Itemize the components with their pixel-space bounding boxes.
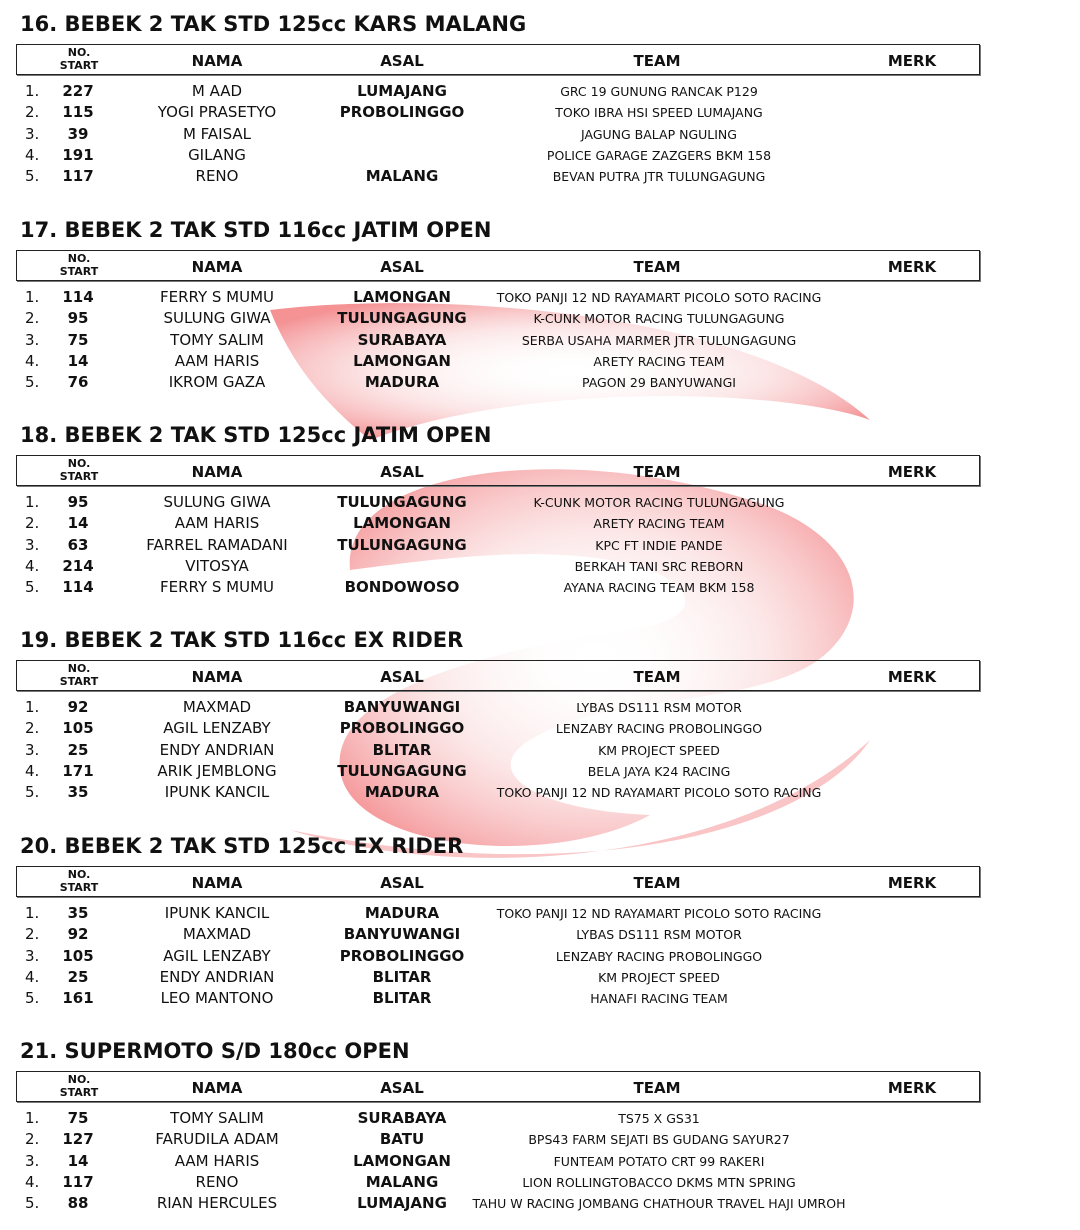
row-position: 5. xyxy=(25,578,40,596)
header-team: TEAM xyxy=(633,1079,681,1097)
row-rider-name: YOGI PRASETYO xyxy=(157,103,277,121)
row-team: KM PROJECT SPEED xyxy=(598,970,720,985)
row-origin: LAMONGAN xyxy=(353,1152,451,1170)
row-rider-name: FARUDILA ADAM xyxy=(155,1130,279,1148)
row-rider-name: IPUNK KANCIL xyxy=(164,904,270,922)
row-origin: TULUNGAGUNG xyxy=(337,762,467,780)
header-asal: ASAL xyxy=(380,463,424,481)
row-team: AYANA RACING TEAM BKM 158 xyxy=(563,580,755,595)
table-header xyxy=(16,250,980,281)
row-team: BERKAH TANI SRC REBORN xyxy=(574,559,744,574)
row-team: KM PROJECT SPEED xyxy=(598,743,720,758)
row-team: TOKO PANJI 12 ND RAYAMART PICOLO SOTO RACING xyxy=(496,785,822,800)
row-rider-name: AGIL LENZABY xyxy=(163,719,271,737)
race-class-section xyxy=(0,206,1080,406)
row-origin: SURABAYA xyxy=(357,331,447,349)
row-start-number: 105 xyxy=(62,719,94,737)
race-class-section xyxy=(0,411,1080,611)
table-row xyxy=(0,697,1080,718)
row-start-number: 105 xyxy=(62,947,94,965)
class-title: 19. BEBEK 2 TAK STD 116cc EX RIDER xyxy=(20,628,464,652)
row-start-number: 191 xyxy=(62,146,94,164)
row-start-number: 92 xyxy=(67,698,89,716)
row-rider-name: FARREL RAMADANI xyxy=(146,536,288,554)
row-origin: LAMONGAN xyxy=(353,288,451,306)
header-asal: ASAL xyxy=(380,668,424,686)
row-position: 2. xyxy=(25,719,40,737)
table-row xyxy=(0,81,1080,102)
header-merk: MERK xyxy=(887,463,937,481)
row-origin: LUMAJANG xyxy=(357,82,447,100)
table-row xyxy=(0,308,1080,329)
header-asal: ASAL xyxy=(380,258,424,276)
row-start-number: 117 xyxy=(62,167,94,185)
table-row xyxy=(0,761,1080,782)
row-position: 4. xyxy=(25,762,40,780)
race-class-section xyxy=(0,1027,1080,1227)
row-team: LYBAS DS111 RSM MOTOR xyxy=(576,927,742,942)
header-asal: ASAL xyxy=(380,874,424,892)
row-origin: MALANG xyxy=(365,167,439,185)
row-position: 1. xyxy=(25,288,40,306)
table-row xyxy=(0,287,1080,308)
table-row xyxy=(0,166,1080,187)
row-position: 1. xyxy=(25,82,40,100)
row-start-number: 25 xyxy=(67,968,89,986)
table-row xyxy=(0,330,1080,351)
row-team: TAHU W RACING JOMBANG CHATHOUR TRAVEL HAJI UMROH xyxy=(472,1196,846,1211)
table-row xyxy=(0,1172,1080,1193)
row-origin: TULUNGAGUNG xyxy=(337,493,467,511)
row-position: 2. xyxy=(25,925,40,943)
row-origin: PROBOLINGGO xyxy=(339,103,465,121)
table-row xyxy=(0,718,1080,739)
row-start-number: 227 xyxy=(62,82,94,100)
header-merk: MERK xyxy=(887,1079,937,1097)
class-title: 18. BEBEK 2 TAK STD 125cc JATIM OPEN xyxy=(20,423,492,447)
row-team: TOKO PANJI 12 ND RAYAMART PICOLO SOTO RACING xyxy=(496,290,822,305)
row-rider-name: AAM HARIS xyxy=(174,1152,260,1170)
row-team: LION ROLLINGTOBACCO DKMS MTN SPRING xyxy=(522,1175,796,1190)
row-start-number: 95 xyxy=(67,493,89,511)
race-class-section xyxy=(0,616,1080,816)
row-rider-name: ARIK JEMBLONG xyxy=(157,762,277,780)
row-position: 1. xyxy=(25,493,40,511)
row-rider-name: VITOSYA xyxy=(185,557,249,575)
row-team: HANAFI RACING TEAM xyxy=(590,991,728,1006)
row-start-number: 161 xyxy=(62,989,94,1007)
header-team: TEAM xyxy=(633,668,681,686)
header-nama: NAMA xyxy=(191,258,243,276)
row-rider-name: GILANG xyxy=(188,146,246,164)
table-row xyxy=(0,102,1080,123)
row-origin: BLITAR xyxy=(372,741,432,759)
row-team: PAGON 29 BANYUWANGI xyxy=(581,375,736,390)
row-rider-name: MAXMAD xyxy=(182,925,252,943)
table-row xyxy=(0,903,1080,924)
row-start-number: 63 xyxy=(67,536,89,554)
row-start-number: 14 xyxy=(67,1152,89,1170)
row-origin: MADURA xyxy=(364,904,440,922)
row-rider-name: MAXMAD xyxy=(182,698,252,716)
row-position: 3. xyxy=(25,947,40,965)
table-row xyxy=(0,535,1080,556)
row-team: TOKO IBRA HSI SPEED LUMAJANG xyxy=(555,105,763,120)
row-rider-name: TOMY SALIM xyxy=(170,331,264,349)
header-nama: NAMA xyxy=(191,463,243,481)
class-title: 17. BEBEK 2 TAK STD 116cc JATIM OPEN xyxy=(20,218,492,242)
row-rider-name: TOMY SALIM xyxy=(170,1109,264,1127)
row-position: 4. xyxy=(25,557,40,575)
row-team: TOKO PANJI 12 ND RAYAMART PICOLO SOTO RACING xyxy=(496,906,822,921)
row-origin: BLITAR xyxy=(372,968,432,986)
row-position: 2. xyxy=(25,309,40,327)
row-team: K-CUNK MOTOR RACING TULUNGAGUNG xyxy=(533,311,785,326)
row-team: BPS43 FARM SEJATI BS GUDANG SAYUR27 xyxy=(528,1132,790,1147)
table-row xyxy=(0,1151,1080,1172)
row-start-number: 115 xyxy=(62,103,94,121)
row-rider-name: FERRY S MUMU xyxy=(159,288,275,306)
row-origin: MALANG xyxy=(365,1173,439,1191)
row-position: 4. xyxy=(25,352,40,370)
row-rider-name: FERRY S MUMU xyxy=(159,578,275,596)
row-start-number: 14 xyxy=(67,352,89,370)
header-asal: ASAL xyxy=(380,1079,424,1097)
row-start-number: 88 xyxy=(67,1194,89,1212)
row-team: BELA JAYA K24 RACING xyxy=(587,764,731,779)
table-row xyxy=(0,946,1080,967)
row-origin: MADURA xyxy=(364,783,440,801)
row-origin: LAMONGAN xyxy=(353,514,451,532)
row-start-number: 114 xyxy=(62,288,94,306)
row-start-number: 114 xyxy=(62,578,94,596)
row-start-number: 75 xyxy=(67,1109,89,1127)
row-position: 5. xyxy=(25,1194,40,1212)
table-row xyxy=(0,740,1080,761)
row-rider-name: RENO xyxy=(195,167,239,185)
row-origin: BATU xyxy=(379,1130,425,1148)
header-nama: NAMA xyxy=(191,874,243,892)
row-origin: TULUNGAGUNG xyxy=(337,309,467,327)
row-position: 2. xyxy=(25,103,40,121)
class-title: 16. BEBEK 2 TAK STD 125cc KARS MALANG xyxy=(20,12,527,36)
row-origin: SURABAYA xyxy=(357,1109,447,1127)
header-asal: ASAL xyxy=(380,52,424,70)
table-row xyxy=(0,372,1080,393)
row-start-number: 39 xyxy=(67,125,89,143)
row-start-number: 95 xyxy=(67,309,89,327)
row-origin: PROBOLINGGO xyxy=(339,719,465,737)
row-rider-name: AAM HARIS xyxy=(174,514,260,532)
class-title: 20. BEBEK 2 TAK STD 125cc EX RIDER xyxy=(20,834,464,858)
row-team: SERBA USAHA MARMER JTR TULUNGAGUNG xyxy=(521,333,797,348)
table-row xyxy=(0,556,1080,577)
row-origin: MADURA xyxy=(364,373,440,391)
table-row xyxy=(0,924,1080,945)
row-position: 5. xyxy=(25,167,40,185)
header-team: TEAM xyxy=(633,52,681,70)
class-title: 21. SUPERMOTO S/D 180cc OPEN xyxy=(20,1039,410,1063)
row-position: 1. xyxy=(25,904,40,922)
table-header xyxy=(16,1071,980,1102)
row-rider-name: ENDY ANDRIAN xyxy=(159,968,275,986)
row-origin: PROBOLINGGO xyxy=(339,947,465,965)
row-origin: BANYUWANGI xyxy=(343,698,461,716)
table-row xyxy=(0,1129,1080,1150)
header-team: TEAM xyxy=(633,258,681,276)
table-row xyxy=(0,145,1080,166)
row-team: BEVAN PUTRA JTR TULUNGAGUNG xyxy=(552,169,766,184)
row-position: 3. xyxy=(25,536,40,554)
header-nama: NAMA xyxy=(191,668,243,686)
row-team: K-CUNK MOTOR RACING TULUNGAGUNG xyxy=(533,495,785,510)
row-team: ARETY RACING TEAM xyxy=(593,354,725,369)
row-start-number: 35 xyxy=(67,783,89,801)
table-row xyxy=(0,492,1080,513)
row-rider-name: SULUNG GIWA xyxy=(163,493,271,511)
header-merk: MERK xyxy=(887,668,937,686)
row-origin: BANYUWANGI xyxy=(343,925,461,943)
row-position: 3. xyxy=(25,1152,40,1170)
row-rider-name: ENDY ANDRIAN xyxy=(159,741,275,759)
row-start-number: 92 xyxy=(67,925,89,943)
row-team: KPC FT INDIE PANDE xyxy=(595,538,723,553)
row-position: 1. xyxy=(25,698,40,716)
row-position: 4. xyxy=(25,146,40,164)
table-row xyxy=(0,124,1080,145)
row-start-number: 14 xyxy=(67,514,89,532)
table-header xyxy=(16,660,980,691)
row-origin: TULUNGAGUNG xyxy=(337,536,467,554)
header-nama: NAMA xyxy=(191,52,243,70)
header-no-start: NO. START xyxy=(59,457,99,483)
table-row xyxy=(0,988,1080,1009)
table-header xyxy=(16,455,980,486)
header-no-start: NO. START xyxy=(59,252,99,278)
header-no-start: NO. START xyxy=(59,46,99,72)
row-team: LENZABY RACING PROBOLINGGO xyxy=(555,721,763,736)
row-rider-name: M FAISAL xyxy=(182,125,252,143)
table-row xyxy=(0,351,1080,372)
table-header xyxy=(16,866,980,897)
row-position: 3. xyxy=(25,741,40,759)
header-merk: MERK xyxy=(887,874,937,892)
row-rider-name: AGIL LENZABY xyxy=(163,947,271,965)
table-row xyxy=(0,1108,1080,1129)
row-team: FUNTEAM POTATO CRT 99 RAKERI xyxy=(553,1154,765,1169)
row-rider-name: M AAD xyxy=(191,82,243,100)
row-start-number: 171 xyxy=(62,762,94,780)
row-origin: BONDOWOSO xyxy=(344,578,460,596)
race-class-section xyxy=(0,822,1080,1022)
row-rider-name: SULUNG GIWA xyxy=(163,309,271,327)
row-position: 4. xyxy=(25,968,40,986)
row-team: LENZABY RACING PROBOLINGGO xyxy=(555,949,763,964)
row-rider-name: IPUNK KANCIL xyxy=(164,783,270,801)
row-team: LYBAS DS111 RSM MOTOR xyxy=(576,700,742,715)
row-start-number: 75 xyxy=(67,331,89,349)
row-rider-name: IKROM GAZA xyxy=(168,373,266,391)
header-team: TEAM xyxy=(633,463,681,481)
table-row xyxy=(0,967,1080,988)
row-start-number: 127 xyxy=(62,1130,94,1148)
table-row xyxy=(0,577,1080,598)
table-row xyxy=(0,513,1080,534)
table-row xyxy=(0,1193,1080,1214)
row-start-number: 76 xyxy=(67,373,89,391)
row-rider-name: LEO MANTONO xyxy=(160,989,274,1007)
table-header xyxy=(16,44,980,75)
row-start-number: 117 xyxy=(62,1173,94,1191)
row-origin: BLITAR xyxy=(372,989,432,1007)
header-merk: MERK xyxy=(887,258,937,276)
row-rider-name: RIAN HERCULES xyxy=(156,1194,278,1212)
race-class-section xyxy=(0,0,1080,200)
header-team: TEAM xyxy=(633,874,681,892)
row-position: 5. xyxy=(25,373,40,391)
header-no-start: NO. START xyxy=(59,868,99,894)
row-rider-name: RENO xyxy=(195,1173,239,1191)
row-rider-name: AAM HARIS xyxy=(174,352,260,370)
header-merk: MERK xyxy=(887,52,937,70)
row-team: JAGUNG BALAP NGULING xyxy=(581,127,737,142)
row-position: 5. xyxy=(25,989,40,1007)
row-start-number: 25 xyxy=(67,741,89,759)
row-origin: LUMAJANG xyxy=(357,1194,447,1212)
row-team: GRC 19 GUNUNG RANCAK P129 xyxy=(560,84,758,99)
header-no-start: NO. START xyxy=(59,1073,99,1099)
row-position: 3. xyxy=(25,331,40,349)
row-start-number: 35 xyxy=(67,904,89,922)
row-team: POLICE GARAGE ZAZGERS BKM 158 xyxy=(546,148,772,163)
header-no-start: NO. START xyxy=(59,662,99,688)
table-row xyxy=(0,782,1080,803)
row-position: 5. xyxy=(25,783,40,801)
row-team: ARETY RACING TEAM xyxy=(593,516,725,531)
row-origin: LAMONGAN xyxy=(353,352,451,370)
row-start-number: 214 xyxy=(62,557,94,575)
row-position: 2. xyxy=(25,1130,40,1148)
row-position: 4. xyxy=(25,1173,40,1191)
row-team: TS75 X GS31 xyxy=(618,1111,700,1126)
row-position: 3. xyxy=(25,125,40,143)
row-position: 2. xyxy=(25,514,40,532)
row-position: 1. xyxy=(25,1109,40,1127)
header-nama: NAMA xyxy=(191,1079,243,1097)
